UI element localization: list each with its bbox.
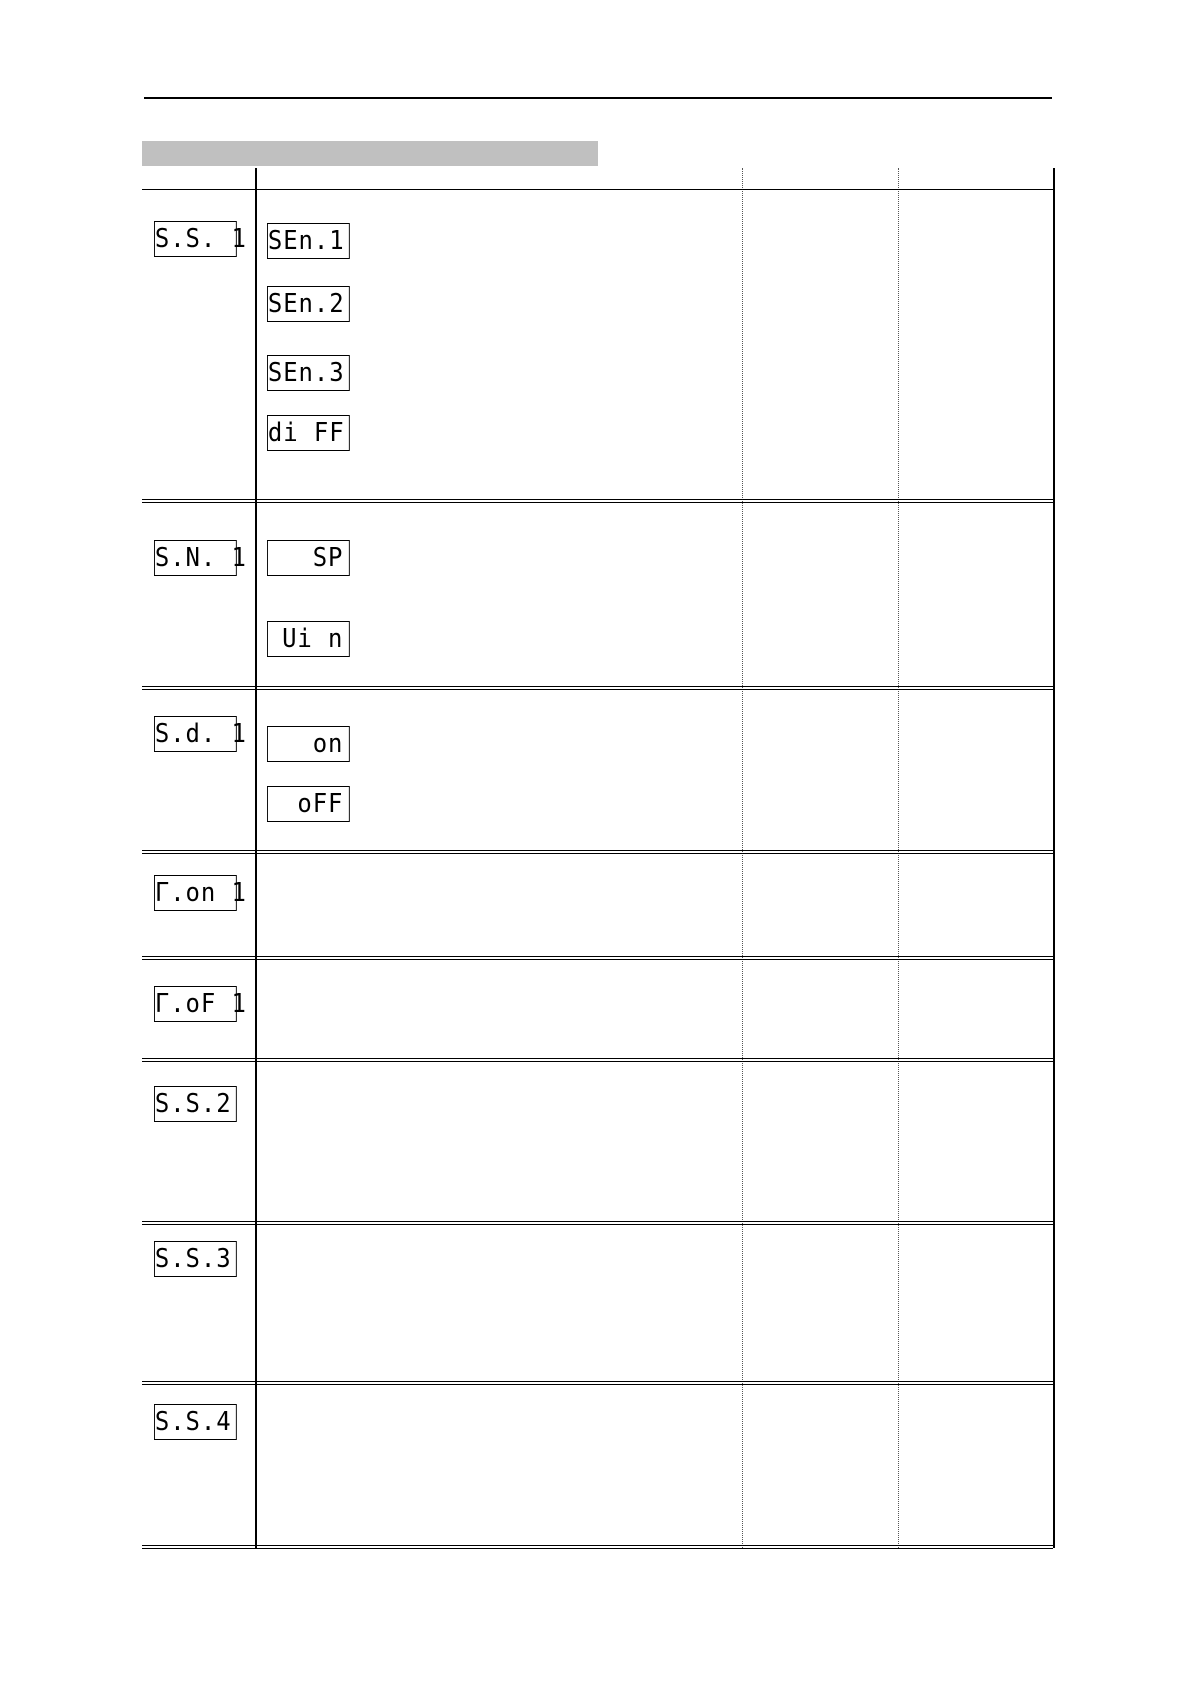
option-code-display: oFF [267,786,350,822]
param-code-display: S.N. 1 [154,540,237,576]
section-title-bar [142,141,598,166]
option-code-display: di FF [267,415,350,451]
param-code-display: S.d. 1 [154,716,237,752]
option-code-display: on [267,726,350,762]
param-code-display: S.S. 1 [154,221,237,257]
param-code-display: S.S.2 [154,1086,237,1122]
param-code-display: Γ.oF 1 [154,986,237,1022]
option-code-display: Ui n [267,621,350,657]
option-code-display: SEn.2 [267,286,350,322]
option-code-display: SEn.1 [267,223,350,259]
param-code-display: S.S.3 [154,1241,237,1277]
page-header-rule [144,97,1052,99]
param-code-display: S.S.4 [154,1404,237,1440]
option-code-display: SP [267,540,350,576]
param-code-display: Γ.on 1 [154,875,237,911]
option-code-display: SEn.3 [267,355,350,391]
